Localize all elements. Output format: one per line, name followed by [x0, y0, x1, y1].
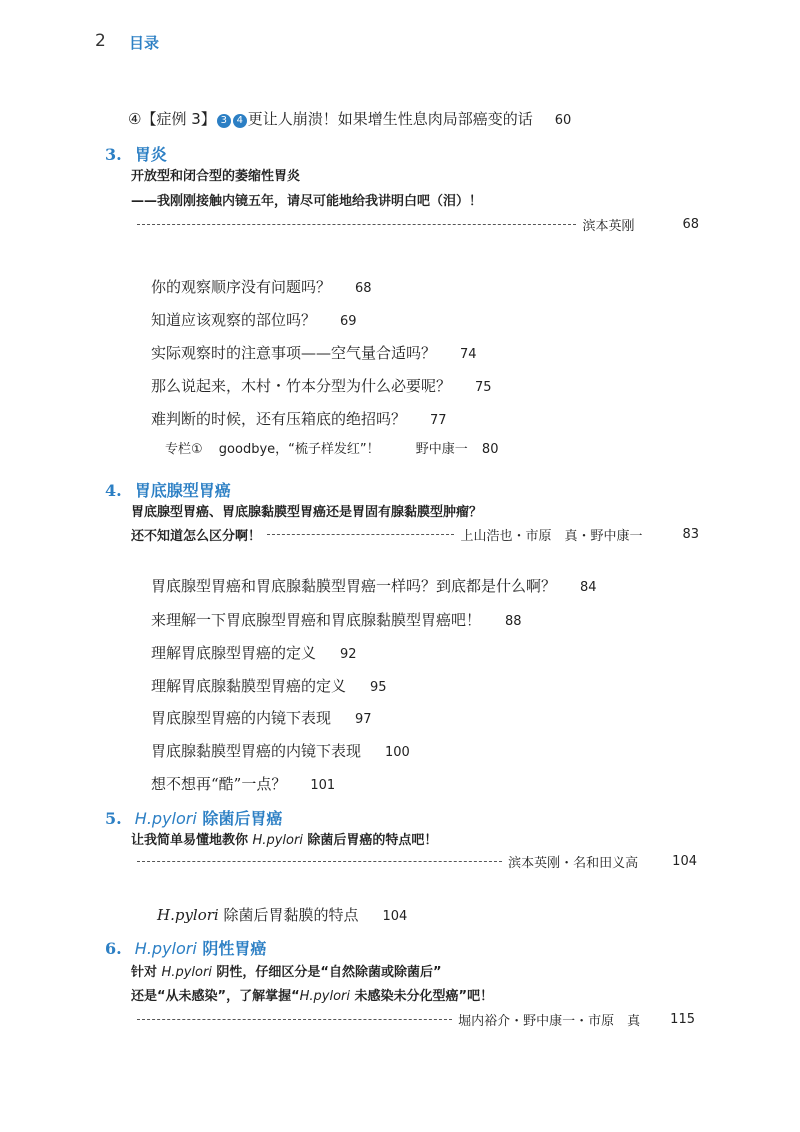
toc-item[interactable]: [151, 642, 357, 663]
column-author: 野中康一: [415, 442, 468, 457]
item-page: 104: [382, 909, 408, 924]
toc-entry-case3[interactable]: [128, 108, 571, 129]
entry-text: 更让人崩溃！如果增生性息肉局部癌变的话: [247, 110, 533, 128]
author: 滨本英刚: [582, 219, 635, 234]
subtitle-part: 还是“从未感染”，了解掌握“: [131, 989, 300, 1004]
column-text: goodbye，“梳子样发红”！: [218, 442, 380, 457]
toc-item[interactable]: [151, 575, 597, 596]
item-text: 理解胃底腺型胃癌的定义: [151, 644, 317, 662]
section-4-subtitle-1: 胃底腺型胃癌、胃底腺黏膜型胃癌还是胃固有腺黏膜型肿瘤？: [131, 505, 483, 520]
section-5-subtitle-1: [131, 829, 437, 848]
section-title: 除菌后胃癌: [196, 809, 283, 828]
item-page: 68: [355, 281, 372, 296]
item-page: 97: [355, 712, 372, 727]
item-italic: H.pylori: [157, 906, 219, 924]
toc-item[interactable]: [151, 675, 387, 696]
number-badge-3: 3: [217, 114, 231, 128]
item-page: 74: [460, 347, 477, 362]
toc-item[interactable]: [157, 904, 407, 925]
section-4-subtitle-2: 还不知道怎么区分啊！: [131, 529, 262, 544]
section-6-subtitle-2: [131, 985, 493, 1004]
section-title: 胃炎: [134, 145, 167, 164]
section-page: 115: [670, 1012, 695, 1027]
section-number: 4.: [105, 481, 122, 500]
page-number: 2: [95, 31, 106, 51]
column-label: 专栏①: [165, 442, 203, 457]
item-page: 75: [475, 380, 492, 395]
leader-dots: [137, 861, 502, 862]
toc-item[interactable]: [151, 342, 477, 363]
item-page: 69: [340, 314, 357, 329]
subtitle-part: 让我简单易懂地教你: [131, 833, 253, 848]
leader-dots: [267, 534, 454, 535]
author: 堀内裕介・野中康一・市原 真: [458, 1014, 641, 1029]
toc-item[interactable]: [151, 375, 492, 396]
item-text: 知道应该观察的部位吗？: [151, 311, 317, 329]
section-number: 3.: [105, 145, 122, 164]
toc-item[interactable]: [151, 707, 372, 728]
item-page: 77: [430, 413, 447, 428]
item-text: 胃底腺型胃癌和胃底腺黏膜型胃癌一样吗？到底都是什么啊？: [151, 577, 557, 595]
subtitle-part: 未感染未分化型癌”吧！: [350, 989, 494, 1004]
section-title-italic: H.pylori: [134, 809, 197, 828]
entry-page: 60: [554, 113, 572, 128]
item-text: 你的观察顺序没有问题吗？: [151, 278, 332, 296]
subtitle-part: 针对: [131, 965, 162, 980]
section-4-author-row: [131, 525, 699, 544]
running-title: 目录: [129, 34, 160, 52]
column-entry[interactable]: [165, 438, 498, 457]
section-number: 5.: [105, 809, 122, 828]
section-3-author-row: [131, 215, 699, 234]
section-5-heading[interactable]: [105, 806, 282, 829]
item-text: 想不想再“酷”一点？: [151, 775, 287, 793]
section-page: 83: [682, 527, 699, 542]
column-page: 80: [481, 442, 499, 457]
subtitle-part: 阴性，仔细区分是“自然除菌或除菌后”: [211, 965, 442, 980]
leader-dots: [137, 224, 576, 225]
section-5-author-row: [131, 852, 697, 871]
number-badge-4: 4: [233, 114, 247, 128]
section-3-subtitle-2: ——我刚刚接触内镜五年，请尽可能地给我讲明白吧（泪）！: [131, 194, 483, 209]
item-text: 那么说起来，木村・竹本分型为什么必要呢？: [151, 377, 452, 395]
item-page: 95: [370, 680, 387, 695]
section-title: 胃底腺型胃癌: [134, 481, 231, 500]
item-text: 胃底腺型胃癌的内镜下表现: [151, 709, 332, 727]
item-page: 92: [340, 647, 357, 662]
item-page: 84: [580, 580, 597, 595]
section-4-heading[interactable]: [105, 478, 231, 501]
section-6-heading[interactable]: [105, 936, 266, 959]
item-text: 除菌后胃黏膜的特点: [218, 906, 359, 924]
author: 上山浩也・市原 真・野中康一: [460, 529, 643, 544]
entry-prefix: ④【症例 3】: [128, 110, 216, 128]
toc-item[interactable]: [151, 309, 357, 330]
subtitle-part: 除菌后胃癌的特点吧！: [302, 833, 438, 848]
section-3-subtitle-1: 开放型和闭合型的萎缩性胃炎: [131, 169, 301, 184]
item-page: 101: [310, 778, 336, 793]
subtitle-italic: H.pylori: [252, 833, 303, 848]
item-page: 88: [505, 614, 522, 629]
toc-item[interactable]: [151, 740, 410, 761]
section-page: 104: [672, 854, 697, 869]
leader-dots: [137, 1019, 452, 1020]
toc-item[interactable]: [151, 276, 372, 297]
section-number: 6.: [105, 939, 122, 958]
item-text: 难判断的时候，还有压箱底的绝招吗？: [151, 410, 407, 428]
toc-item[interactable]: [151, 408, 447, 429]
item-page: 100: [385, 745, 410, 760]
section-3-heading[interactable]: [105, 142, 167, 165]
section-6-author-row: [131, 1010, 695, 1029]
item-text: 胃底腺黏膜型胃癌的内镜下表现: [151, 742, 362, 760]
item-text: 理解胃底腺黏膜型胃癌的定义: [151, 677, 347, 695]
section-title: 阴性胃癌: [196, 939, 267, 958]
toc-item[interactable]: [151, 773, 335, 794]
section-6-subtitle-1: [131, 961, 442, 980]
section-title-italic: H.pylori: [134, 939, 197, 958]
section-page: 68: [682, 217, 699, 232]
subtitle-italic: H.pylori: [161, 965, 212, 980]
author: 滨本英刚・名和田义高: [508, 856, 639, 871]
subtitle-italic: H.pylori: [299, 989, 351, 1004]
item-text: 来理解一下胃底腺型胃癌和胃底腺黏膜型胃癌吧！: [151, 611, 482, 629]
item-text: 实际观察时的注意事项——空气量合适吗？: [151, 344, 437, 362]
toc-item[interactable]: [151, 609, 522, 630]
